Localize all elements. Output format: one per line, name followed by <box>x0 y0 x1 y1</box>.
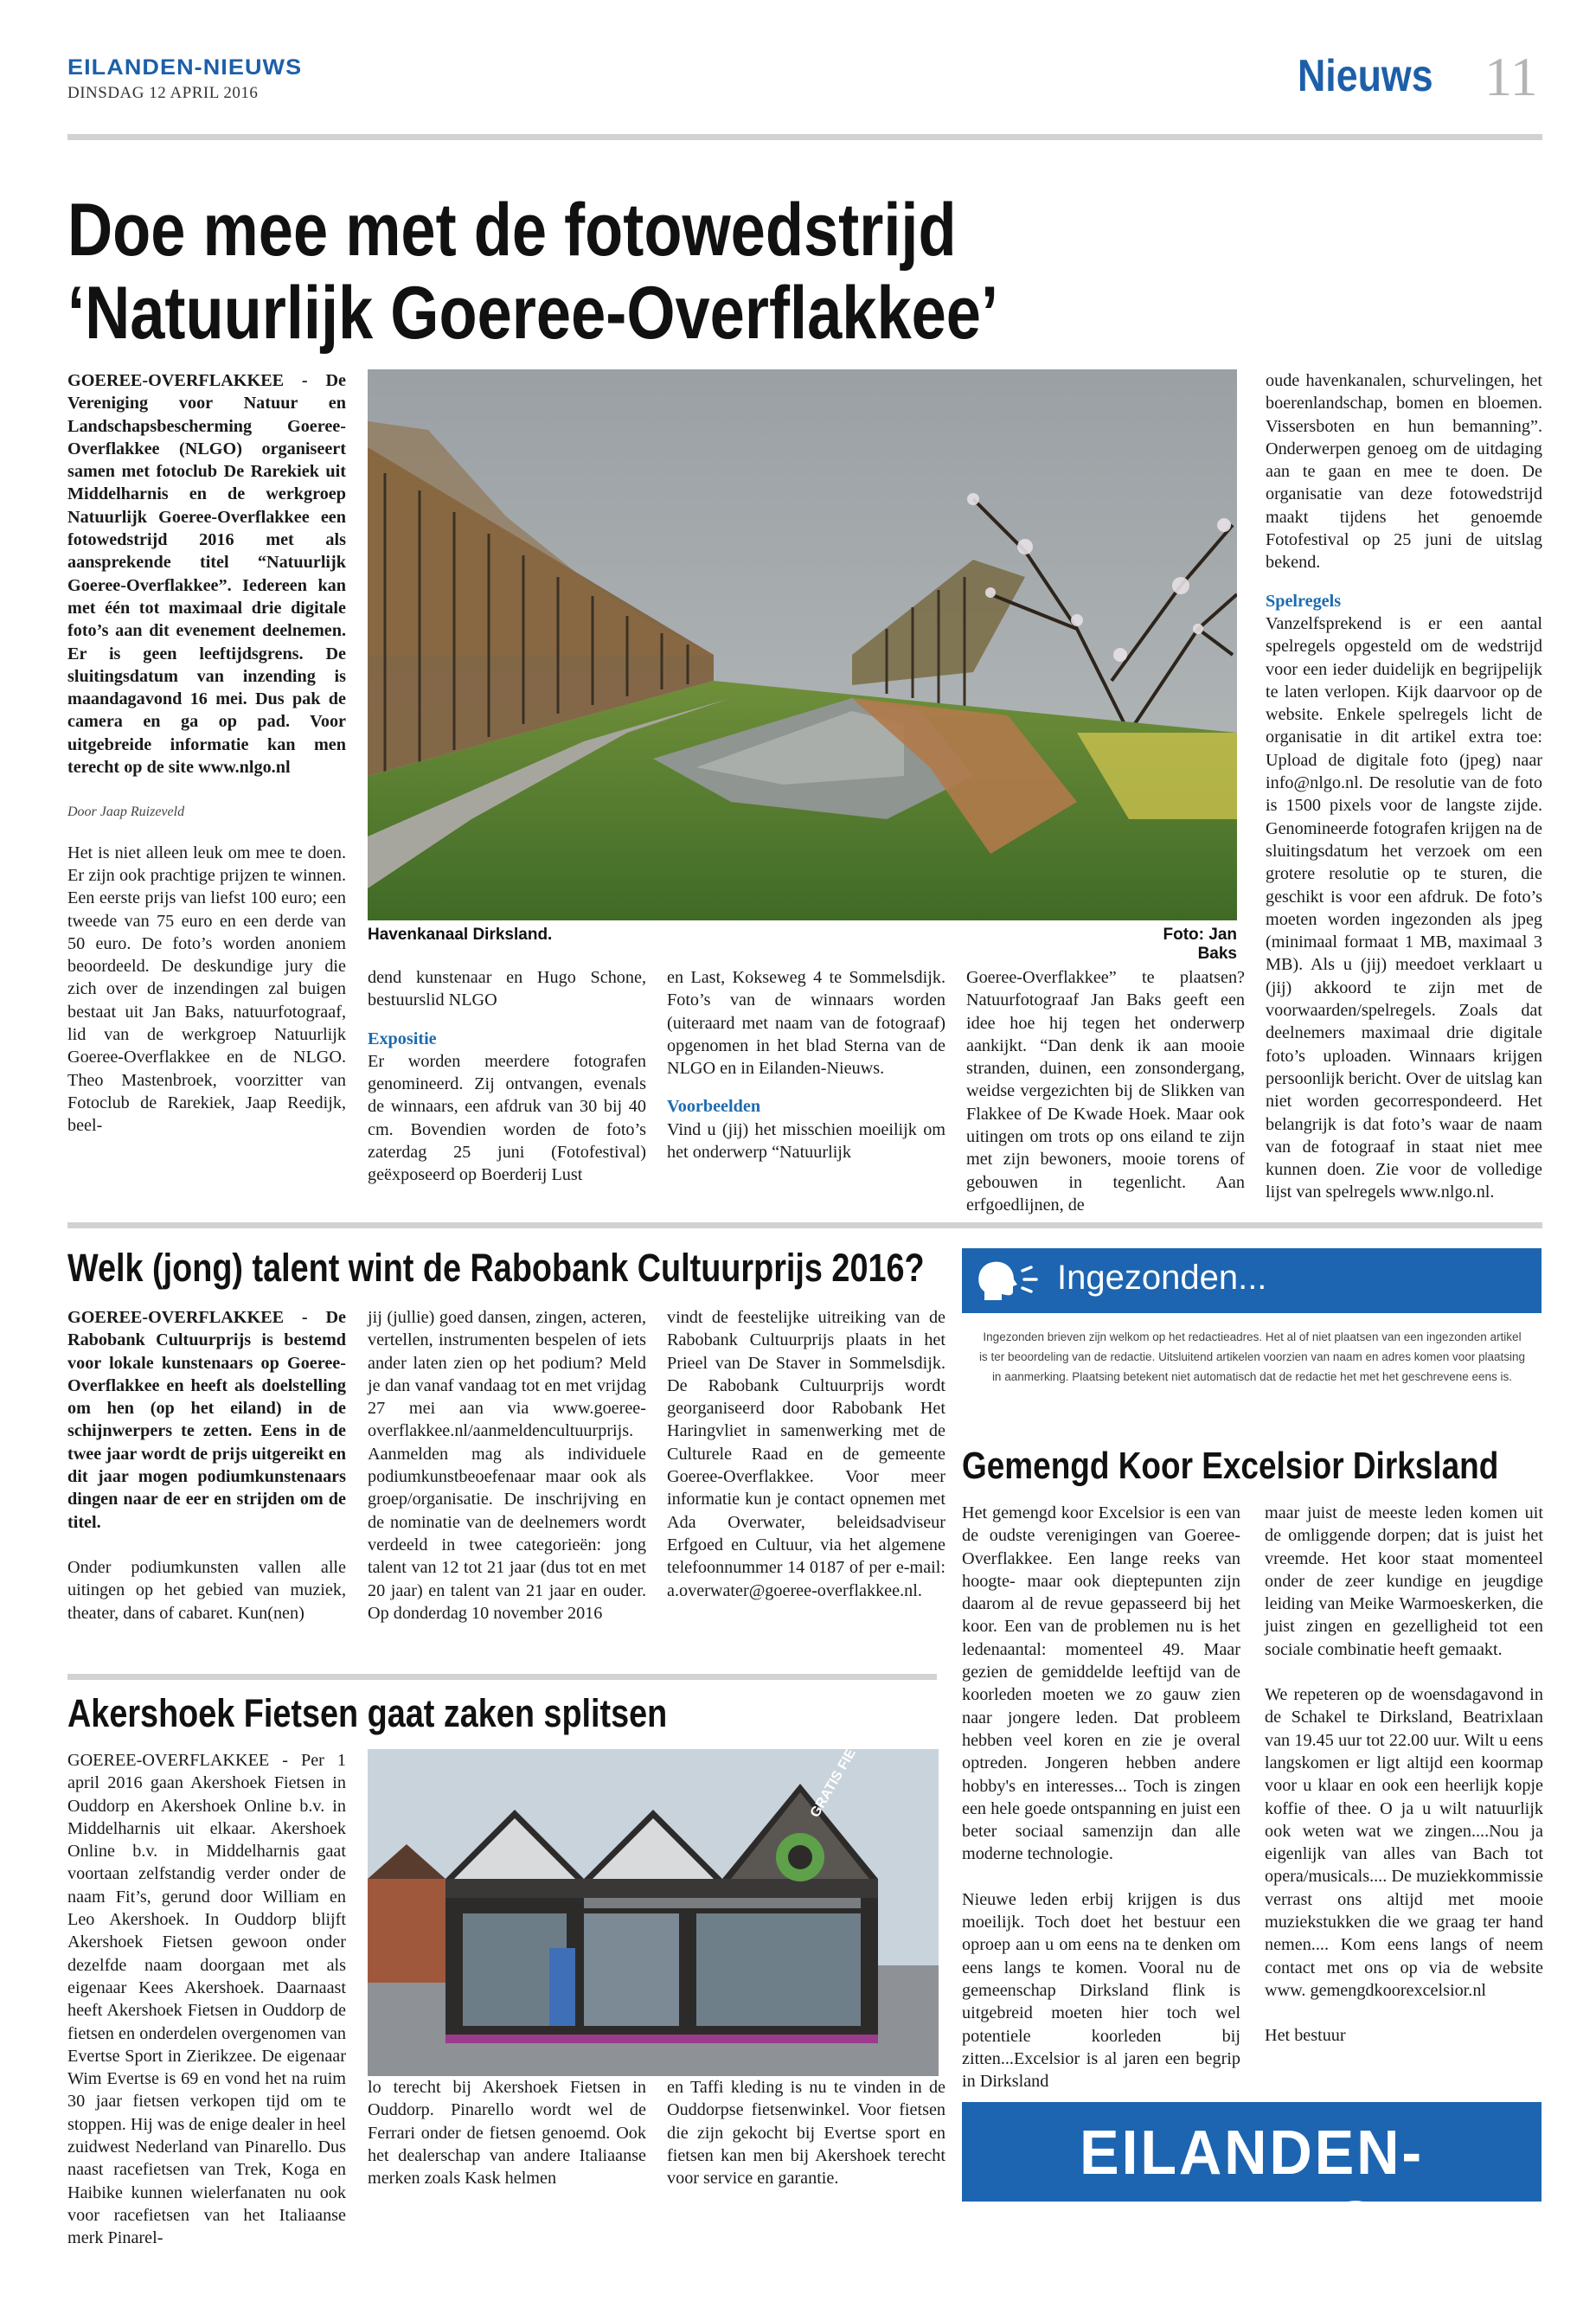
article3-col3-body: en Taffi kleding is nu te vinden in de Ouddorpse fietsenwinkel. Voor fietsen die zijn gekocht bij Evertse sport en fietsen kan men bij Akershoek terecht voor service en garantie. <box>667 2078 945 2189</box>
article2-column-3 <box>667 1306 945 1602</box>
article1-column-1 <box>67 369 346 1138</box>
speaking-head-icon <box>976 1259 1045 1304</box>
article1-col4-text: Goeree-Overflakkee” te plaatsen? Natuurfotograaf Jan Baks geeft een idee hoe hij tegen het onderwerp aankijkt. “Dan denk ik aan mooie stranden, duinen, een zonsondergang, weidse vergezichten bij de Slikken van Flakkee of De Kwade Hoek. Maar ook uitingen om trots op ons eiland te zijn met zijn bewoners, mooie torens of gebouwen in tegenlicht. Aan erfgoedlijnen, de <box>966 968 1245 1215</box>
article3-col1-body: GOEREE-OVERFLAKKEE - Per 1 april 2016 gaan Akershoek Fietsen in Ouddorp en Akershoek Online b.v. in Middelharnis uit elkaar. Akershoek Online b.v. in Middelharnis gaat voortaan zelfstandig verder onder de naam Fit’s, gerund door William en Leo Akershoek. In Ouddorp blijft Akershoek Fietsen gewoon onder dezelfde naam doorgaan met als eigenaar Kees Akershoek. Daarnaast heeft Akershoek Fietsen in Ouddorp de fietsen en onderdelen overgenomen van Evertse Sport in Zierikzee. De eigenaar Wim Evertse is 69 en vond het na ruim 30 jaar fietsen verkopen tijd om te stoppen. Hij was de enige dealer in heel zuidwest Nederland van Pinarello. Dus naast racefietsen van Trek, Koga en Haibike kunnen wielerfanaten nu ook voor racefietsen van het Italiaanse merk Pinarel- <box>67 1751 346 2248</box>
header-rule <box>67 134 1542 140</box>
article1-col5-text: oude havenkanalen, schurvelingen, het boerenlandschap, bomen en bloemen. Vissersboten en hun bemanning”. Onderwerpen genoeg om de uitdaging aan te gaan en mee te doen. De organisatie van deze fotowedstrijd maakt tijdens het genoemde Fotofestival op 25 juni de uitslag bekend. <box>1266 371 1542 573</box>
article4-col2-p1: maar juist de meeste leden komen uit de omliggende dorpen; dat is juist het vreemde. Het koor staat momenteel onder de zeer kundige en jeugdige leiding van Meike Warmoeskerken, die juist zingen en gezelligheid tot een sociale combinatie heeft gemaakt. <box>1265 1503 1543 1659</box>
issue-date: DINSDAG 12 APRIL 2016 <box>67 84 259 102</box>
article1-column-3 <box>667 966 945 1163</box>
article1-lead: GOEREE-OVERFLAKKEE - De Vereniging voor Natuur en Landschapsbescherming Goeree-Overflakkee (NLGO) organiseert samen met fotoclub De Rarekiek uit Middelharnis en de werkgroep Natuurlijk Goeree-Overflakkee een fotowedstrijd 2016 met als aansprekende titel “Natuurlijk Goeree-Overflakkee”. Iedereen kan met één tot maximaal drie digitale foto’s aan dit evenement deelnemen. Er is geen leeftijdsgrens. De sluitingsdatum van inzending is maandagavond 16 mei. Dus pak de camera en ga op pad. Voor uitgebreide informatie kan men terecht op de site www.nlgo.nl <box>67 371 346 778</box>
article4-signature: Het bestuur <box>1265 2026 1346 2046</box>
article4-col2-p2: We repeteren op de woensdagavond in de Schakel te Dirksland, Beatrixlaan van 19.45 uur tot 22.00 uur. Wilt u eens langskomen er ligt altijd een koormap voor u klaar en ook een heerlijk kopje koffie of thee. O ja u wilt natuurlijk ook weten wat we zingen....Nou ja eigenlijk van alles van Bach tot opera/musicals.... De muziekkommissie verrast ons altijd met mooie muziekstukken die we graag ter hand nemen.... Kom eens langs of neem contact met ons op via de website www. gemengdkoorexcelsior.nl <box>1265 1685 1543 2000</box>
article2-col2-body: jij (jullie) goed dansen, zingen, acteren, vertellen, instrumenten bespelen of iets ander laten zien op het podium? Meld je dan vanaf vandaag tot en met vrijdag 27 mei aan via www.goeree-overflakkee.nl/aanmeldencultuurprijs. Aanmelden mag als individuele podiumkunstbeoefenaar maar ook als groep/organisatie. De inschrijving en de nominatie van de deelnemers wordt verdeeld in twee categorieën: jong talent van 12 tot 21 jaar (dus tot en met 20 jaar) en talent van 21 jaar en ouder. Op donderdag 10 november 2016 <box>368 1308 646 1623</box>
article1-column-4 <box>966 966 1245 1216</box>
article2-col1-body: Onder podiumkunsten vallen alle uitingen op het gebied van muziek, theater, dans of cabaret. Kun(nen) <box>67 1557 346 1623</box>
section-rule-2 <box>67 1674 937 1680</box>
subhead-spelregels: Spelregels <box>1266 591 1342 611</box>
article4-col1-p2: Nieuwe leden erbij krijgen is dus moeilijk. Toch doet het bestuur een oproep aan u om eens na te denken om eens langs te komen. Vooral nu de gemeenschap Dirksland flink is uitgebreid moeten hier toch wel potentiele koorleden bij zitten...Excelsior is al jaren een begrip in Dirksland <box>962 1889 1240 2092</box>
canal-landscape-photo <box>368 369 1237 920</box>
masthead-logo-small: EILANDEN-NIEUWS <box>67 55 303 80</box>
headline-line-2: ‘Natuurlijk Goeree-Overflakkee’ <box>67 272 999 355</box>
canal-landscape-illustration <box>368 369 1237 920</box>
article3-column-2 <box>368 2076 646 2189</box>
section-rule-1 <box>67 1222 1542 1228</box>
article1-headline <box>67 189 998 355</box>
article1-col1-body: Het is niet alleen leuk om mee te doen. Er zijn ook prachtige prijzen te winnen. Een eerste prijs van liefst 100 euro; een tweede van 75 euro en een derde van 50 euro. De foto’s worden anoniem beoordeeld. De deskundige jury die zich over de inzendingen zal buigen bestaat uit Jan Baks, natuurfotograaf, lid van de werkgroep Natuurlijk Goeree-Overflakkee en de NLGO. Theo Mastenbroek, voorzitter van Fotoclub de Rarekiek, Jaap Reedijk, beel- <box>67 843 346 1136</box>
article1-col2-text: dend kunstenaar en Hugo Schone, bestuurslid NLGO <box>368 968 646 1010</box>
article2-headline: Welk (jong) talent wint de Rabobank Cultuurprijs 2016? <box>67 1246 925 1290</box>
article1-column-2 <box>368 966 646 1187</box>
article3-column-1 <box>67 1749 346 2250</box>
ingezonden-title: Ingezonden... <box>1057 1259 1267 1297</box>
headline-line-1: Doe mee met de fotowedstrijd <box>67 189 957 272</box>
article2-col3-body: vindt de feestelijke uitreiking van de Rabobank Cultuurprijs plaats in het Prieel van De Staver in Sommelsdijk. De Rabobank Cultuurprijs wordt georganiseerd door Rabobank Het Haringvliet in samenwerking met de Culturele Raad en de gemeente Goeree-Overflakkee. Voor meer informatie kun je contact opnemen met Ada Overwater, beleidsadviseur Erfgoed en Cultuur, via het algemene telefoonnummer 14 0187 of per e-mail: a.overwater@goeree-overflakkee.nl. <box>667 1308 945 1600</box>
article1-col3-voorbeelden-text: Vind u (jij) het misschien moeilijk om het onderwerp “Natuurlijk <box>667 1119 945 1163</box>
article2-column-1 <box>67 1306 346 1625</box>
article2-lead: GOEREE-OVERFLAKKEE - De Rabobank Cultuurprijs is bestemd voor lokale kunstenaars op Goeree-Overflakkee en heeft als doelstelling om hen (op het eiland) in de schijnwerpers te zetten. Eens in de twee jaar wordt de prijs uitgereikt en dit jaar mogen podiumkunstenaars dingen naar de eer en strijden om de titel. <box>67 1308 346 1532</box>
article4-headline: Gemengd Koor Excelsior Dirksland <box>962 1445 1499 1487</box>
article1-col5-spelregels-text: Vanzelfsprekend is er een aantal spelregels opgesteld om de wedstrijd voor een ieder duidelijk en begrijpelijk te laten verlopen. Kijk daarvoor op de website. Enkele spelregels licht de organisatie in dit artikel extra toe: Upload de digitale foto (jpeg) naar info@nlgo.nl. De resolutie van de foto is 1500 pixels voor de langste zijde. Genomineerde fotografen krijgen na de sluitingsdatum het verzoek om een grotere resolutie op te sturen, die geschikt is voor een afdruk. De foto’s moeten worden ingezonden als jpeg (minimaal formaat 1 MB, maximaal 3 MB). Als u (jij) meedoet verklaart u (jij) akkoord te zijn met de voorwaarden/spelregels. Zoals dat deelnemers maximaal drie digitale foto’s uploaden. Winnaars krijgen persoonlijk bericht. Over de uitslag kan niet worden gecorrespondeerd. Het belangrijk is dat foto’s waar de naam van de fotograaf in staat niet mee kunnen doen. Zie voor de volledige lijst van spelregels www.nlgo.nl. <box>1266 613 1542 1202</box>
section-title: Nieuws <box>1298 51 1433 101</box>
subhead-expositie: Expositie <box>368 1029 437 1048</box>
article4-column-2 <box>1265 1502 1543 2048</box>
page-number: 11 <box>1484 46 1538 107</box>
article3-headline: Akershoek Fietsen gaat zaken splitsen <box>67 1691 668 1735</box>
article1-col2-expositie-text: Er worden meerdere fotografen genomineerd. Zij ontvangen, evenals de winnaars, een afdruk van 30 bij 40 cm. Bovendien worden de foto’s zaterdag 25 juni (Fotofestival) geëxposeerd op Boerderij Lust <box>368 1051 646 1185</box>
article1-col3-text: en Last, Kokseweg 4 te Sommelsdijk. Foto’s van de winnaars worden (uiteraard met naam van de fotograaf) opgenomen in het blad Sterna van de NLGO en in Eilanden-Nieuws. <box>667 968 945 1079</box>
newspaper-logo: EILANDEN-NIEUWS <box>1079 2118 1425 2259</box>
ingezonden-notice: Ingezonden brieven zijn welkom op het redactieadres. Het al of niet plaatsen van een ingezonden artikel is ter beoordeling van de redactie. Uitsluitend artikelen voorzien van naam en adres komen voor plaatsing in aanmerking. Plaatsing betekent niet automatisch dat de redactie het met het geschrevene eens is. <box>978 1330 1526 1383</box>
article3-col2-body: lo terecht bij Akershoek Fietsen in Ouddorp. Pinarello wordt wel de Ferrari onder de fietsen genoemd. Ook het dealerschap van andere Italiaanse merken zoals Kask helmen <box>368 2078 646 2189</box>
subhead-voorbeelden: Voorbeelden <box>667 1097 761 1117</box>
article2-column-2 <box>368 1306 646 1625</box>
article1-byline: Door Jaap Ruizeveld <box>67 804 185 820</box>
article4-col1-p1: Het gemengd koor Excelsior is een van de oudste verenigingen van Goeree-Overflakkee. Een lange reeks van hoogte- maar ook dieptepunten zijn daarom al de revue gepasseerd bij het koor. Een van de problemen nu is het ledenaantal: momenteel 49. Maar gezien de gemiddelde leeftijd van de koorleden moeten we zo gauw zien naar jongere leden. Dat probleem hebben veel koren en zie je overal optreden. Jongeren hebben andere hobby's en interesses... Toch is zingen een hele goede ontspanning en juist een beter sociaal samenzijn dan alle moderne technologie. <box>962 1503 1240 1864</box>
photo-credit: Foto: Jan Baks <box>1163 926 1237 963</box>
bike-shop-illustration <box>368 1749 939 2076</box>
article3-column-3 <box>667 2076 945 2189</box>
article4-column-1 <box>962 1502 1240 2093</box>
photo-caption: Havenkanaal Dirksland. <box>368 926 553 944</box>
bike-shop-photo <box>368 1749 939 2076</box>
article1-column-5 <box>1266 369 1542 1204</box>
